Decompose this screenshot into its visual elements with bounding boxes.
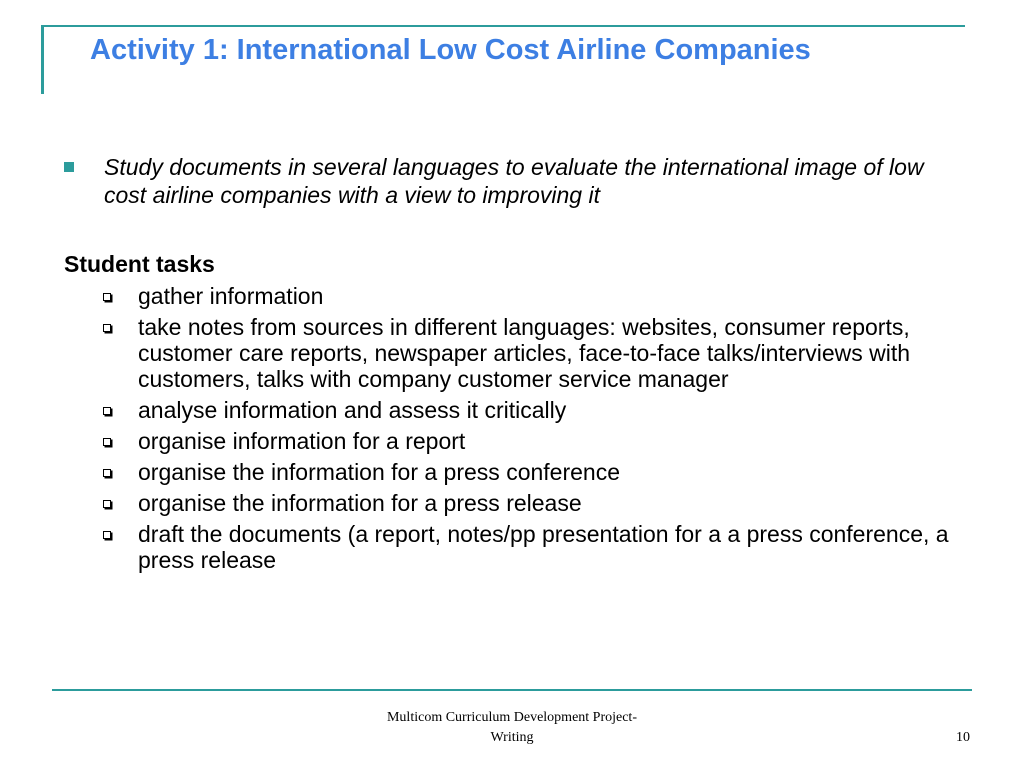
slide-title: Activity 1: International Low Cost Airline Companies [90,34,811,66]
task-item [103,521,973,573]
footer-line-1: Multicom Curriculum Development Project- [386,710,637,725]
task-label: take notes from sources in different languages: websites, consumer reports, customer care reports, newspaper articles, face-to-face talks/interviews with customers, talks with company customer service manager [138,314,911,392]
section-heading: Student tasks [64,251,215,277]
task-label: organise the information for a press conference [138,459,620,485]
intro-bullet-point [64,153,964,209]
task-label: draft the documents (a report, notes/pp presentation for a a press conference, a press release [138,521,949,573]
task-label: organise the information for a press release [138,490,582,516]
hollow-square-bullet-icon [103,531,111,539]
footer-caption [312,708,712,748]
filled-square-bullet-icon [64,162,74,172]
hollow-square-bullet-icon [103,469,111,477]
hollow-square-bullet-icon [103,500,111,508]
hollow-square-bullet-icon [103,324,111,332]
footer-divider [52,689,972,691]
task-item [103,283,973,309]
task-list [103,283,973,578]
task-label: analyse information and assess it critically [138,397,567,423]
task-item [103,428,973,454]
hollow-square-bullet-icon [103,293,111,301]
page-number: 10 [956,730,970,745]
task-item [103,459,973,485]
footer-line-2: Writing [490,730,534,745]
hollow-square-bullet-icon [103,407,111,415]
task-item [103,490,973,516]
hollow-square-bullet-icon [103,438,111,446]
title-frame-top-line [41,25,965,27]
title-frame-vertical-bar [41,25,44,94]
task-label: gather information [138,283,324,309]
task-label: organise information for a report [138,428,466,454]
task-item [103,397,973,423]
task-item [103,314,973,392]
intro-text: Study documents in several languages to evaluate the international image of low cost airline companies with a view to improving it [104,154,924,208]
